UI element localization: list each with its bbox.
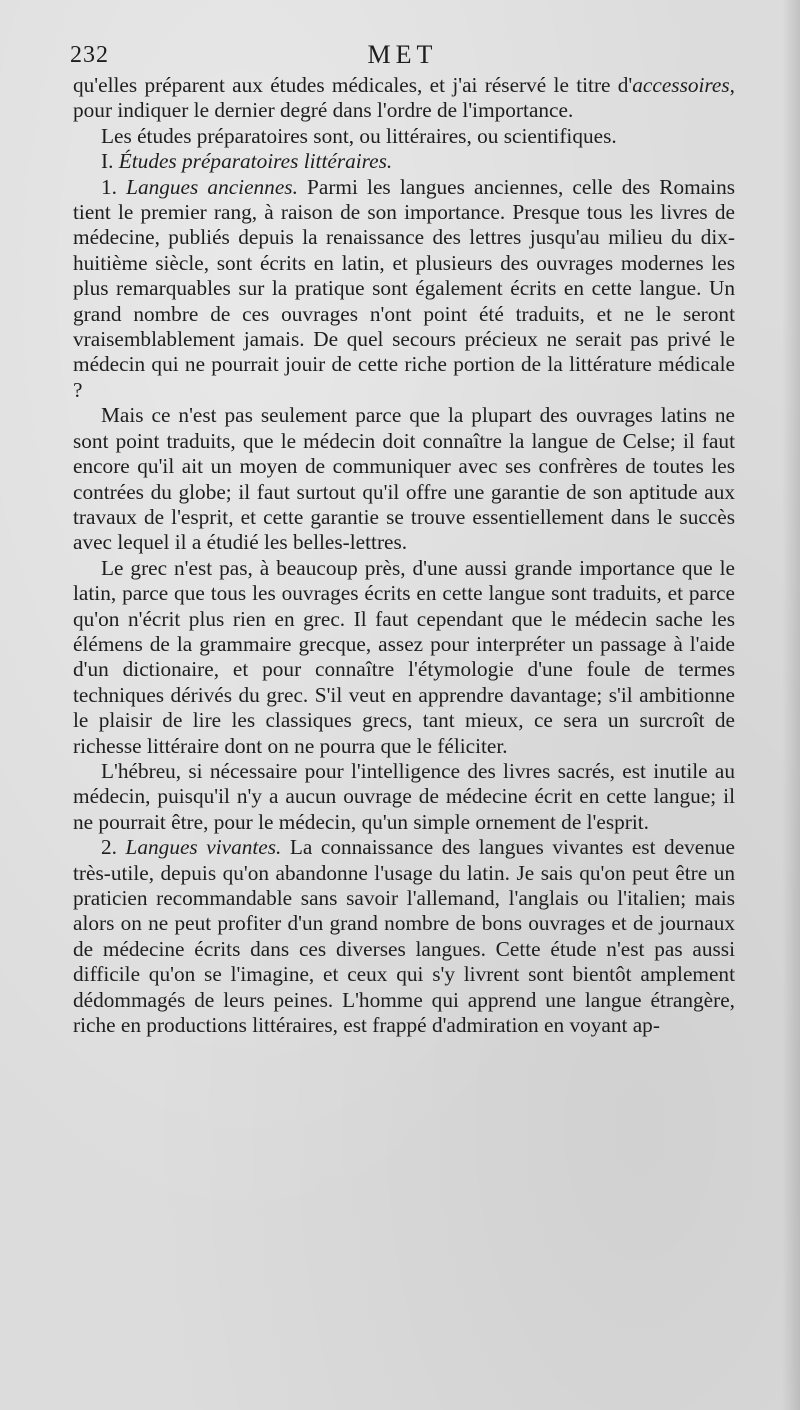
section-heading-literary-studies: I. Études préparatoires littéraires. (101, 149, 393, 174)
paragraph-hebrew: L'hébreu, si nécessaire pour l'intelligence des livres sacrés, est inutile au médecin, puisqu'il n'y a aucun ouvrage de médecine écrit en cette langue; il ne pourrait être, pour le médecin, qu'un simple ornement de l'esprit. (73, 758, 735, 834)
running-head-word: MET (367, 40, 438, 69)
paragraph-ancient-languages: 1. Langues anciennes. Parmi les langues anciennes, celle des Romains tient le premier rang, à raison de son importance. Presque tous les livres de médecine, publiés depuis la renaissance des lettres jusqu'au milieu du dix-huitième siècle, sont écrits en latin, et plusieurs des ouvrages modernes les plus remarquables sur la pratique sont également écrits en cette langue. Un grand nombre de ces ouvrages n'ont point été traduits, et ne le seront vraisemblablement jamais. De quel secours précieux ne serait pas privé le médecin qui ne pourrait jouir de cette riche portion de la littérature médicale ? (73, 174, 736, 402)
body-text (73, 73, 735, 1038)
paragraph-continuation: qu'elles préparent aux études médicales, et j'ai réservé le titre d'accessoires, pour indiquer le dernier degré dans l'ordre de l'importance. (73, 73, 735, 123)
paragraph-greek: Le grec n'est pas, à beaucoup près, d'une aussi grande importance que le latin, parce que tous les ouvrages écrits en cette langue sont traduits, et parce qu'on n'écrit plus rien en grec. Il faut cependant que le médecin sache les élémens de la grammaire grecque, assez pour interpréter un passage à l'aide d'un dictionaire, et pour connaître l'étymologie d'une foule de termes techniques dérivés du grec. S'il veut en apprendre davantage; s'il ambitionne le plaisir de lire les classiques grecs, tant mieux, ce sera un surcroît de richesse littéraire dont on ne pourra que le féliciter. (73, 555, 735, 758)
paragraph-latin: Mais ce n'est pas seulement parce que la plupart des ouvrages latins ne sont point traduits, que le médecin doit connaître la langue de Celse; il faut encore qu'il ait un moyen de communiquer avec ses confrères de toutes les contrées du globe; il faut surtout qu'il offre une garantie de son aptitude aux travaux de l'esprit, et cette garantie se trouve essentiellement dans le succès avec lequel il a étudié les belles-lettres. (73, 403, 735, 555)
paragraph-living-languages: 2. Langues vivantes. La connaissance des langues vivantes est devenue très-utile, depuis qu'on abandonne l'usage du latin. Je sais qu'on peut être un praticien recommandable sans savoir l'allemand, l'anglais ou l'italien; mais alors on ne peut profiter d'un grand nombre de bons ouvrages et de journaux de médecine écrits dans ces diverses langues. Cette étude n'est pas aussi difficile qu'on se l'imagine, et ceux qui s'y livrent sont bientôt amplement dédommagés de leurs peines. L'homme qui apprend une langue étrangère, riche en productions littéraires, est frappé d'admiration en voyant ap- (73, 835, 736, 1038)
running-head (70, 40, 735, 74)
page-number: 232 (70, 42, 109, 68)
paragraph-intro-divisions: Les études préparatoires sont, ou littéraires, ou scientifiques. (101, 123, 617, 148)
